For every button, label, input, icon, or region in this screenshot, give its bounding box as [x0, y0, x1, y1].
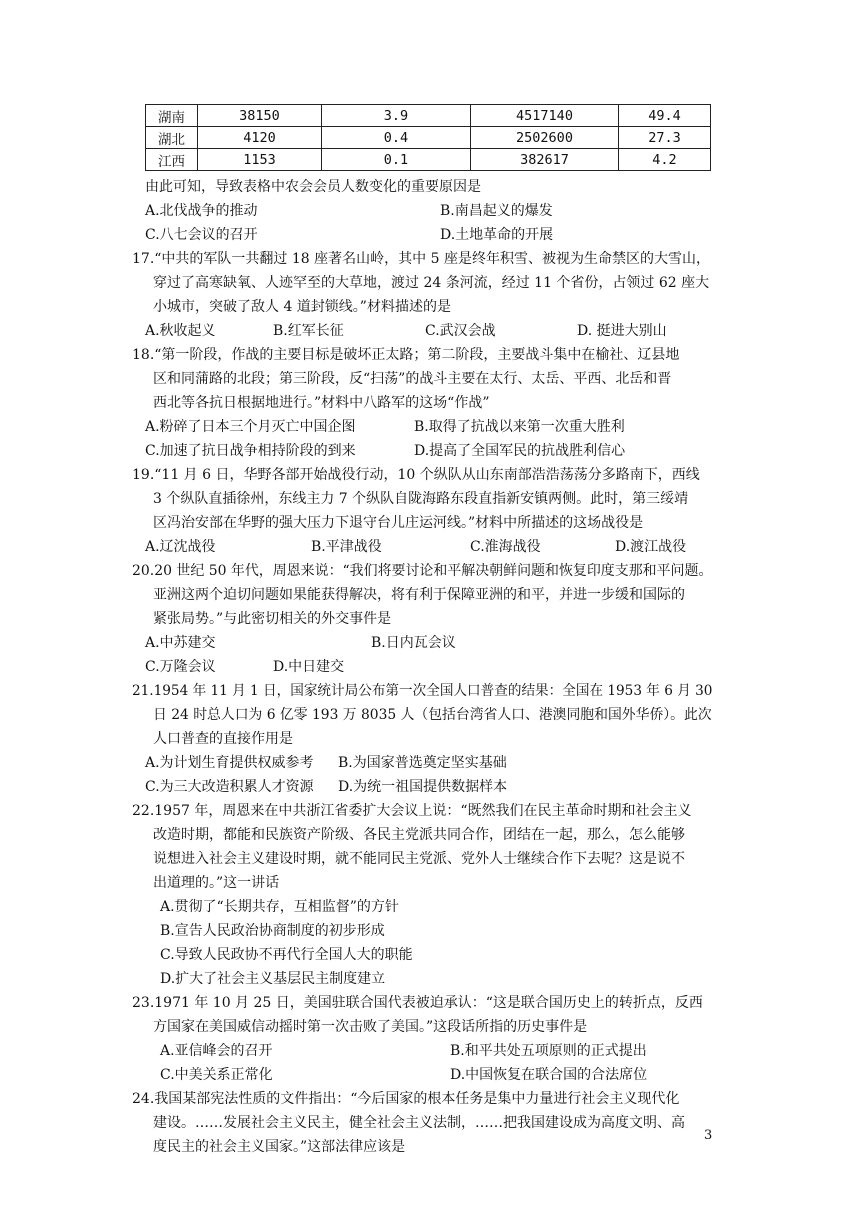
option-c: C.为三大改造积累人才资源	[145, 779, 314, 795]
question-stem-line: 日 24 时总人口为 6 亿零 193 万 8035 人（包括台湾省人口、港澳同胞和国外华侨）。此次	[153, 707, 712, 723]
table-cell: 2502600	[471, 127, 619, 149]
table-cell: 0.4	[322, 127, 471, 149]
option-a: A.粉碎了日本三个月灭亡中国企图	[145, 419, 356, 435]
option-d: D.扩大了社会主义基层民主制度建立	[160, 971, 386, 987]
membership-table	[145, 104, 711, 171]
option-d: D.为统一祖国提供数据样本	[338, 779, 508, 795]
option-c: C.八七会议的召开	[145, 227, 258, 243]
option-b: B.南昌起义的爆发	[440, 203, 553, 219]
option-c: C.武汉会战	[425, 323, 496, 339]
option-c: C.导致人民政协不再代行全国人大的职能	[160, 947, 413, 963]
table-cell: 0.1	[322, 149, 471, 171]
option-a: A.贯彻了“长期共存，互相监督”的方针	[160, 899, 399, 915]
question-stem-line: 穿过了高寒缺氧、人迹罕至的大草地，渡过 24 条河流，经过 11 个省份，占领过 62 座大	[153, 275, 710, 291]
question-stem-line: 说想进入社会主义建设时期，就不能同民主党派、党外人士继续合作下去呢？这是说不	[153, 851, 685, 867]
option-a: A.北伐战争的推动	[145, 203, 258, 219]
table-row	[146, 105, 711, 127]
option-d: D.提高了全国军民的抗战胜利信心	[414, 443, 626, 459]
question-stem-line: 建设。……发展社会主义民主，健全社会主义法制，……把我国建设成为高度文明、高	[153, 1115, 685, 1131]
table-row	[146, 127, 711, 149]
table-cell: 27.3	[619, 127, 711, 149]
question-stem-line: 由此可知，导致表格中农会会员人数变化的重要原因是	[145, 179, 481, 195]
option-b: B.平津战役	[311, 539, 382, 555]
option-d: D.中日建交	[273, 659, 345, 675]
question-stem-line: 20.20 世纪 50 年代，周恩来说：“我们将要讨论和平解决朝鲜问题和恢复印度支那和平问题。	[132, 563, 713, 579]
question-stem-line: 改造时期，都能和民族资产阶级、各民主党派共同合作，团结在一起，那么，怎么能够	[153, 827, 685, 843]
question-stem-line: 21.1954 年 11 月 1 日，国家统计局公布第一次全国人口普查的结果：全国在 1953 年 6 月 30	[132, 683, 713, 699]
option-b: B.宣告人民政治协商制度的初步形成	[160, 923, 385, 939]
question-stem-line: 紧张局势。”与此密切相关的外交事件是	[153, 611, 392, 627]
option-a: A.辽沈战役	[145, 539, 216, 555]
option-c: C.万隆会议	[145, 659, 216, 675]
option-d: D.渡江战役	[615, 539, 687, 555]
question-stem-line: 18.“第一阶段，作战的主要目标是破坏正太路；第二阶段，主要战斗集中在榆社、辽县地	[132, 347, 680, 363]
question-stem-line: 人口普查的直接作用是	[153, 731, 293, 747]
option-d: D. 挺进大别山	[577, 323, 667, 339]
table-cell: 49.4	[619, 105, 711, 127]
question-stem-line: 23.1971 年 10 月 25 日，美国驻联合国代表被迫承认：“这是联合国历史上的转折点，反西	[132, 995, 703, 1011]
table-row	[146, 149, 711, 171]
table-cell: 38150	[198, 105, 322, 127]
question-stem-line: 出道理的。”这一讲话	[153, 875, 280, 891]
option-d: D.中国恢复在联合国的合法席位	[450, 1067, 648, 1083]
question-stem-line: 西北等各抗日根据地进行。”材料中八路军的这场“作战”	[153, 395, 490, 411]
option-b: B.红军长征	[273, 323, 344, 339]
option-b: B.和平共处五项原则的正式提出	[450, 1043, 647, 1059]
table-cell: 湖北	[146, 127, 198, 149]
question-stem-line: 方国家在美国威信动摇时第一次击败了美国。”这段话所指的历史事件是	[153, 1019, 588, 1035]
question-stem-line: 小城市，突破了敌人 4 道封锁线。”材料描述的是	[153, 299, 451, 315]
option-a: A.亚信峰会的召开	[160, 1043, 273, 1059]
table-cell: 4517140	[471, 105, 619, 127]
question-stem-line: 亚洲这两个迫切问题如果能获得解决，将有利于保障亚洲的和平，并进一步缓和国际的	[153, 587, 685, 603]
table-cell: 湖南	[146, 105, 198, 127]
option-b: B.为国家普选奠定坚实基础	[338, 755, 507, 771]
question-stem-line: 24.我国某部宪法性质的文件指出：“今后国家的根本任务是集中力量进行社会主义现代化	[132, 1091, 680, 1107]
table-cell: 382617	[471, 149, 619, 171]
option-b: B.取得了抗战以来第一次重大胜利	[414, 419, 625, 435]
question-stem-line: 区和同蒲路的北段；第三阶段，反“扫荡”的战斗主要在太行、太岳、平西、北岳和晋	[153, 371, 672, 387]
question-stem-line: 17.“中共的军队一共翻过 18 座著名山岭，其中 5 座是终年积雪、被视为生命禁区的大雪山，	[132, 251, 710, 267]
question-stem-line: 22.1957 年，周恩来在中共浙江省委扩大会议上说：“既然我们在民主革命时期和社会主义	[132, 803, 692, 819]
option-a: A.秋收起义	[145, 323, 216, 339]
table-cell: 4120	[198, 127, 322, 149]
option-d: D.土地革命的开展	[440, 227, 554, 243]
page-number: 3	[704, 1128, 713, 1143]
table-cell: 3.9	[322, 105, 471, 127]
option-c: C.中美关系正常化	[160, 1067, 273, 1083]
question-stem-line: 度民主的社会主义国家。”这部法律应该是	[153, 1139, 406, 1155]
table-cell: 4.2	[619, 149, 711, 171]
option-a: A.中苏建交	[145, 635, 216, 651]
table-cell: 1153	[198, 149, 322, 171]
question-stem-line: 19.“11 月 6 日，华野各部开始战役行动，10 个纵队从山东南部浩浩荡荡分多路南下，西线	[132, 467, 700, 483]
table-cell: 江西	[146, 149, 198, 171]
option-c: C.加速了抗日战争相持阶段的到来	[145, 443, 356, 459]
option-c: C.淮海战役	[470, 539, 541, 555]
option-a: A.为计划生育提供权威参考	[145, 755, 314, 771]
question-stem-line: 区冯治安部在华野的强大压力下退守台儿庄运河线。”材料中所描述的这场战役是	[153, 515, 644, 531]
question-stem-line: 3 个纵队直插徐州，东线主力 7 个纵队自陇海路东段直指新安镇两侧。此时，第三绥靖	[153, 491, 689, 507]
option-b: B.日内瓦会议	[371, 635, 456, 651]
